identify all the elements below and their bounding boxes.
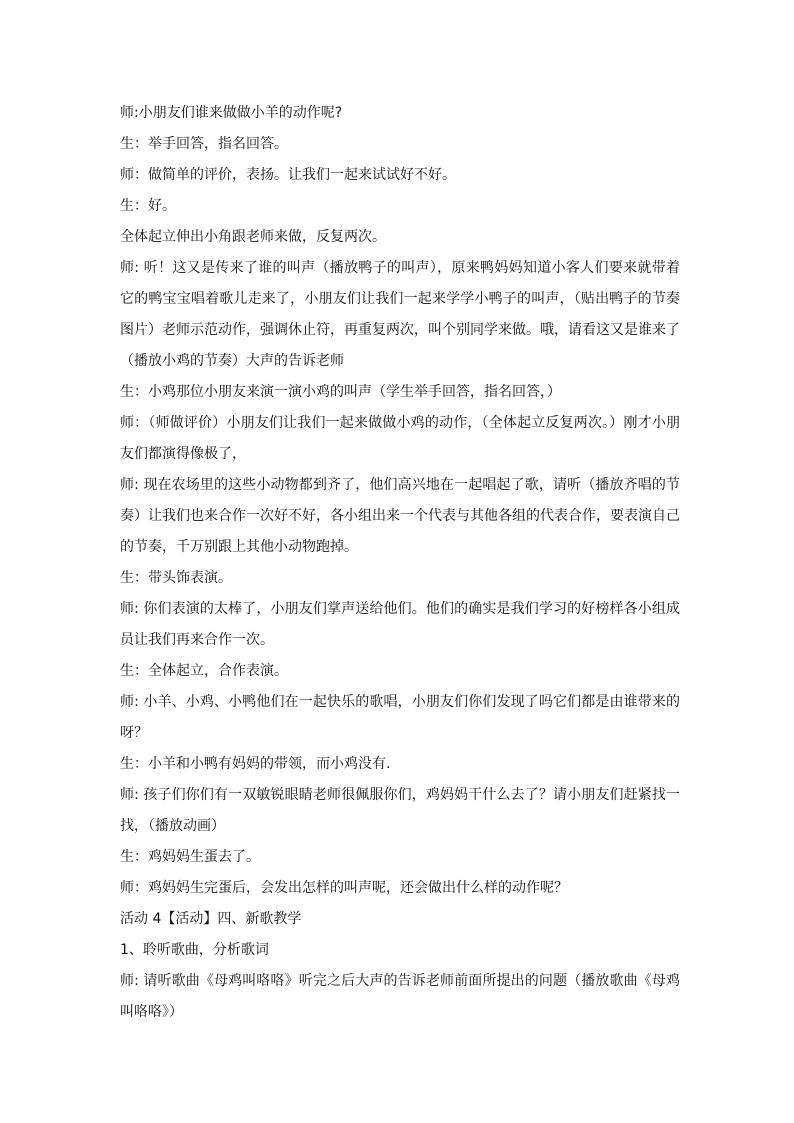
- paragraph-4: 生：好。: [120, 198, 176, 214]
- paragraph-5: 全体起立伸出小角跟老师来做，反复两次。: [120, 229, 386, 245]
- paragraph-7: 生：小鸡那位小朋友来演一演小鸡的叫声（学生举手回答，指名回答，）: [120, 384, 561, 400]
- paragraph-1: 师:小朋友们谁来做做小羊的动作呢?: [120, 105, 343, 121]
- paragraph-8: 师：（师做评价）小朋友们让我们一起来做做小鸡的动作，（全体起立反复两次。）刚才小朋友们都演得像极了，: [120, 415, 680, 462]
- paragraph-14: 生：小羊和小鸭有妈妈的带领，而小鸡没有.: [120, 756, 391, 772]
- paragraph-13: 师: 小羊、小鸡、小鸭他们在一起快乐的歌唱，小朋友们你们发现了吗它们都是由谁带来的呀？: [120, 694, 680, 741]
- paragraph-3: 师：做简单的评价，表扬。让我们一起来试试好不好。: [120, 167, 456, 183]
- paragraph-9: 师: 现在农场里的这些小动物都到齐了，他们高兴地在一起唱起了歌，请听（播放齐唱的节奏）让我们也来合作一次好不好，各小组出来一个代表与其他各组的代表合作，要表演自己的节奏，千万别跟上其他小动物跑掉。: [120, 477, 680, 555]
- document-body: [120, 98, 680, 1028]
- paragraph-20: 师: 请听歌曲《母鸡叫咯咯》听完之后大声的告诉老师前面所提出的问题（播放歌曲《母鸡叫咯咯》）: [120, 973, 680, 1020]
- paragraph-11: 师: 你们表演的太棒了，小朋友们掌声送给他们。他们的确实是我们学习的好榜样各小组成员让我们再来合作一次。: [120, 601, 680, 648]
- paragraph-2: 生：举手回答，指名回答。: [120, 136, 288, 152]
- paragraph-12: 生：全体起立，合作表演。: [120, 663, 288, 679]
- paragraph-6: 师: 听！这又是传来了谁的叫声（播放鸭子的叫声），原来鸭妈妈知道小客人们要来就带着它的鸭宝宝唱着歌儿走来了，小朋友们让我们一起来学学小鸭子的叫声，（贴出鸭子的节奏图片）老师示范动作，强调休止符，再重复两次，叫个别同学来做。哦，请看这又是谁来了（播放小鸡的节奏）大声的告诉老师: [120, 260, 680, 369]
- paragraph-17: 师：鸡妈妈生完蛋后，会发出怎样的叫声呢，还会做出什么样的动作呢？: [120, 880, 568, 896]
- activity-heading: 活动 4【活动】四、新歌教学: [120, 911, 302, 927]
- paragraph-10: 生：带头饰表演。: [120, 570, 232, 586]
- paragraph-16: 生：鸡妈妈生蛋去了。: [120, 849, 260, 865]
- section-heading: 1、聆听歌曲，分析歌词: [120, 942, 269, 958]
- paragraph-15: 师: 孩子们你们有一双敏锐眼睛老师很佩服你们，鸡妈妈干什么去了？请小朋友们赶紧找一找，（播放动画）: [120, 787, 680, 834]
